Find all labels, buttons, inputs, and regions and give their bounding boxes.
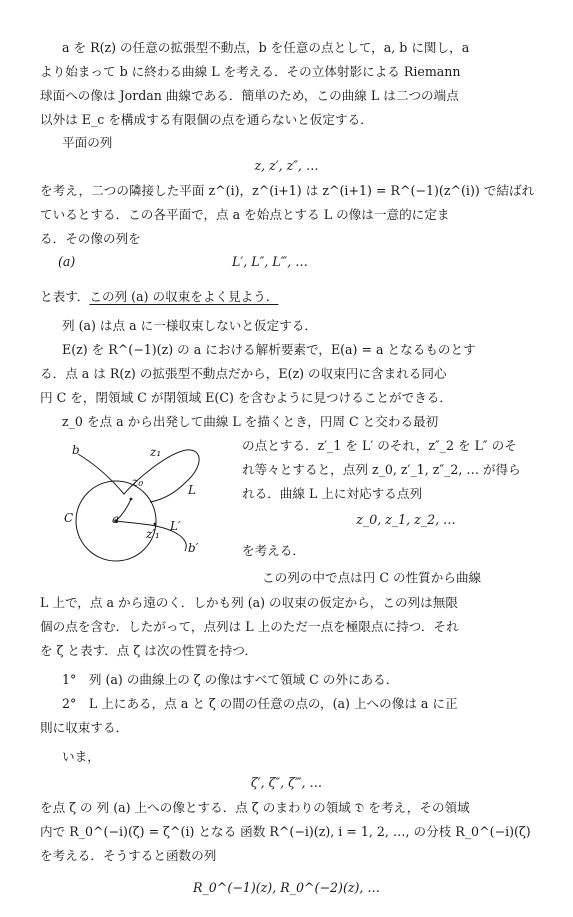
- equation-function-sequence: R_0^(−1)(z), R_0^(−2)(z), …: [193, 880, 380, 895]
- paragraph-line: [40, 289, 560, 305]
- label-a: a: [112, 512, 120, 526]
- paragraph-line: 平面の列: [62, 135, 113, 150]
- paragraph-line: 個の点を含む．したがって，点列は L 上のただ一点を極限点に持つ．それ: [40, 619, 459, 634]
- paragraph-line: を考える．: [242, 543, 305, 558]
- label-z1: z₁: [150, 445, 162, 459]
- paragraph-line: を考え，二つの隣接した平面 z^(i)，z^(i+1) は z^(i+1) = R^(−1)(z^(i)) で結ばれ: [40, 183, 535, 198]
- equation-plane-sequence: z, z′, z″, …: [254, 158, 319, 173]
- equation-point-sequence: z_0, z_1, z_2, …: [356, 512, 456, 527]
- paragraph-line: 内で R_0^(−i)(ζ) = ζ^(i) となる 函数 R^(−i)(z), i = 1, 2, …, の分枝 R_0^(−i)(ζ): [40, 824, 531, 839]
- paragraph-line: る．点 a は R(z) の拡張型不動点だから，E(z) の収束円に含まれる同心: [40, 366, 447, 381]
- paragraph-line: 球面への像は Jordan 曲線である．簡単のため，この曲線 L は二つの端点: [40, 88, 459, 103]
- paragraph-line: の点とする．z′_1 を L′ のそれ，z″_2 を L″ のそ: [242, 438, 517, 453]
- label-z0: z₀: [132, 475, 144, 489]
- paragraph-line: を ζ と表す．点 ζ は次の性質を持つ．: [40, 643, 258, 658]
- label-z1-prime: z′₁: [146, 527, 160, 541]
- equation-zeta-sequence: ζ′, ζ″, ζ‴, …: [250, 775, 323, 790]
- property-item-1: 1° 列 (a) の曲線上の ζ の像はすべて領域 C の外にある．: [62, 672, 399, 687]
- paragraph-line: 列 (a) は点 a に一様収束しないと仮定する．: [62, 318, 317, 333]
- paragraph-line: ているとする．この各平面で，点 a を始点とする L の像は一意的に定ま: [40, 207, 450, 222]
- paragraph-line: L 上で，点 a から遠のく．しかも列 (a) の収束の仮定から，この列は無限: [40, 595, 458, 610]
- curve-figure: [58, 436, 248, 566]
- text-span: と表す．: [40, 289, 90, 304]
- paragraph-line: を点 ζ の 列 (a) 上への像とする．点 ζ のまわりの領域 𝔇 を考え，その領域: [40, 800, 470, 815]
- label-b-prime: b′: [188, 541, 199, 555]
- label-C: C: [64, 511, 74, 525]
- paragraph-line: 以外は E_c を構成する有限個の点を通らないと仮定する．: [40, 112, 373, 127]
- equation-body: L′, L″, L‴, …: [232, 254, 308, 269]
- paragraph-line: より始まって b に終わる曲線 L を考える．その立体射影による Riemann: [40, 64, 461, 79]
- underlined-text: この列 (a) の収束をよく見よう．: [89, 289, 279, 304]
- paragraph-line: る．その像の列を: [40, 231, 141, 246]
- property-item-2: 2° L 上にある，点 a と ζ の間の任意の点の，(a) 上への像は a に正: [62, 696, 458, 711]
- paragraph-line: 円 C を，閉領域 C が閉領域 E(C) を含むように見つけることができる．: [40, 390, 452, 405]
- paragraph-line: れ等々とすると，点列 z_0, z′_1, z″_2, … が得ら: [242, 462, 521, 477]
- property-item-2-cont: 則に収束する．: [40, 720, 129, 735]
- label-L-prime: L′: [170, 519, 181, 533]
- paragraph-line: この列の中で点は円 C の性質から曲線: [262, 570, 482, 585]
- label-L: L: [188, 483, 196, 497]
- point-z1-prime: [154, 523, 157, 526]
- paragraph-line: E(z) を R^(−1)(z) の a における解析要素で，E(a) = a となるものとす: [62, 342, 476, 357]
- paragraph-line: z_0 を点 a から出発して曲線 L を描くとき，円周 C と交わる最初: [62, 414, 439, 429]
- equation-label: (a): [58, 254, 76, 269]
- paragraph-line: いま，: [62, 749, 100, 764]
- paragraph-line: a を R(z) の任意の拡張型不動点，b を任意の点として，a, b に関し，a: [62, 40, 470, 55]
- paragraph-line: れる．曲線 L 上に対応する点列: [242, 486, 423, 501]
- label-b: b: [72, 443, 80, 457]
- point-z0: [130, 498, 133, 501]
- paragraph-line: を考える．そうすると函数の列: [40, 848, 217, 863]
